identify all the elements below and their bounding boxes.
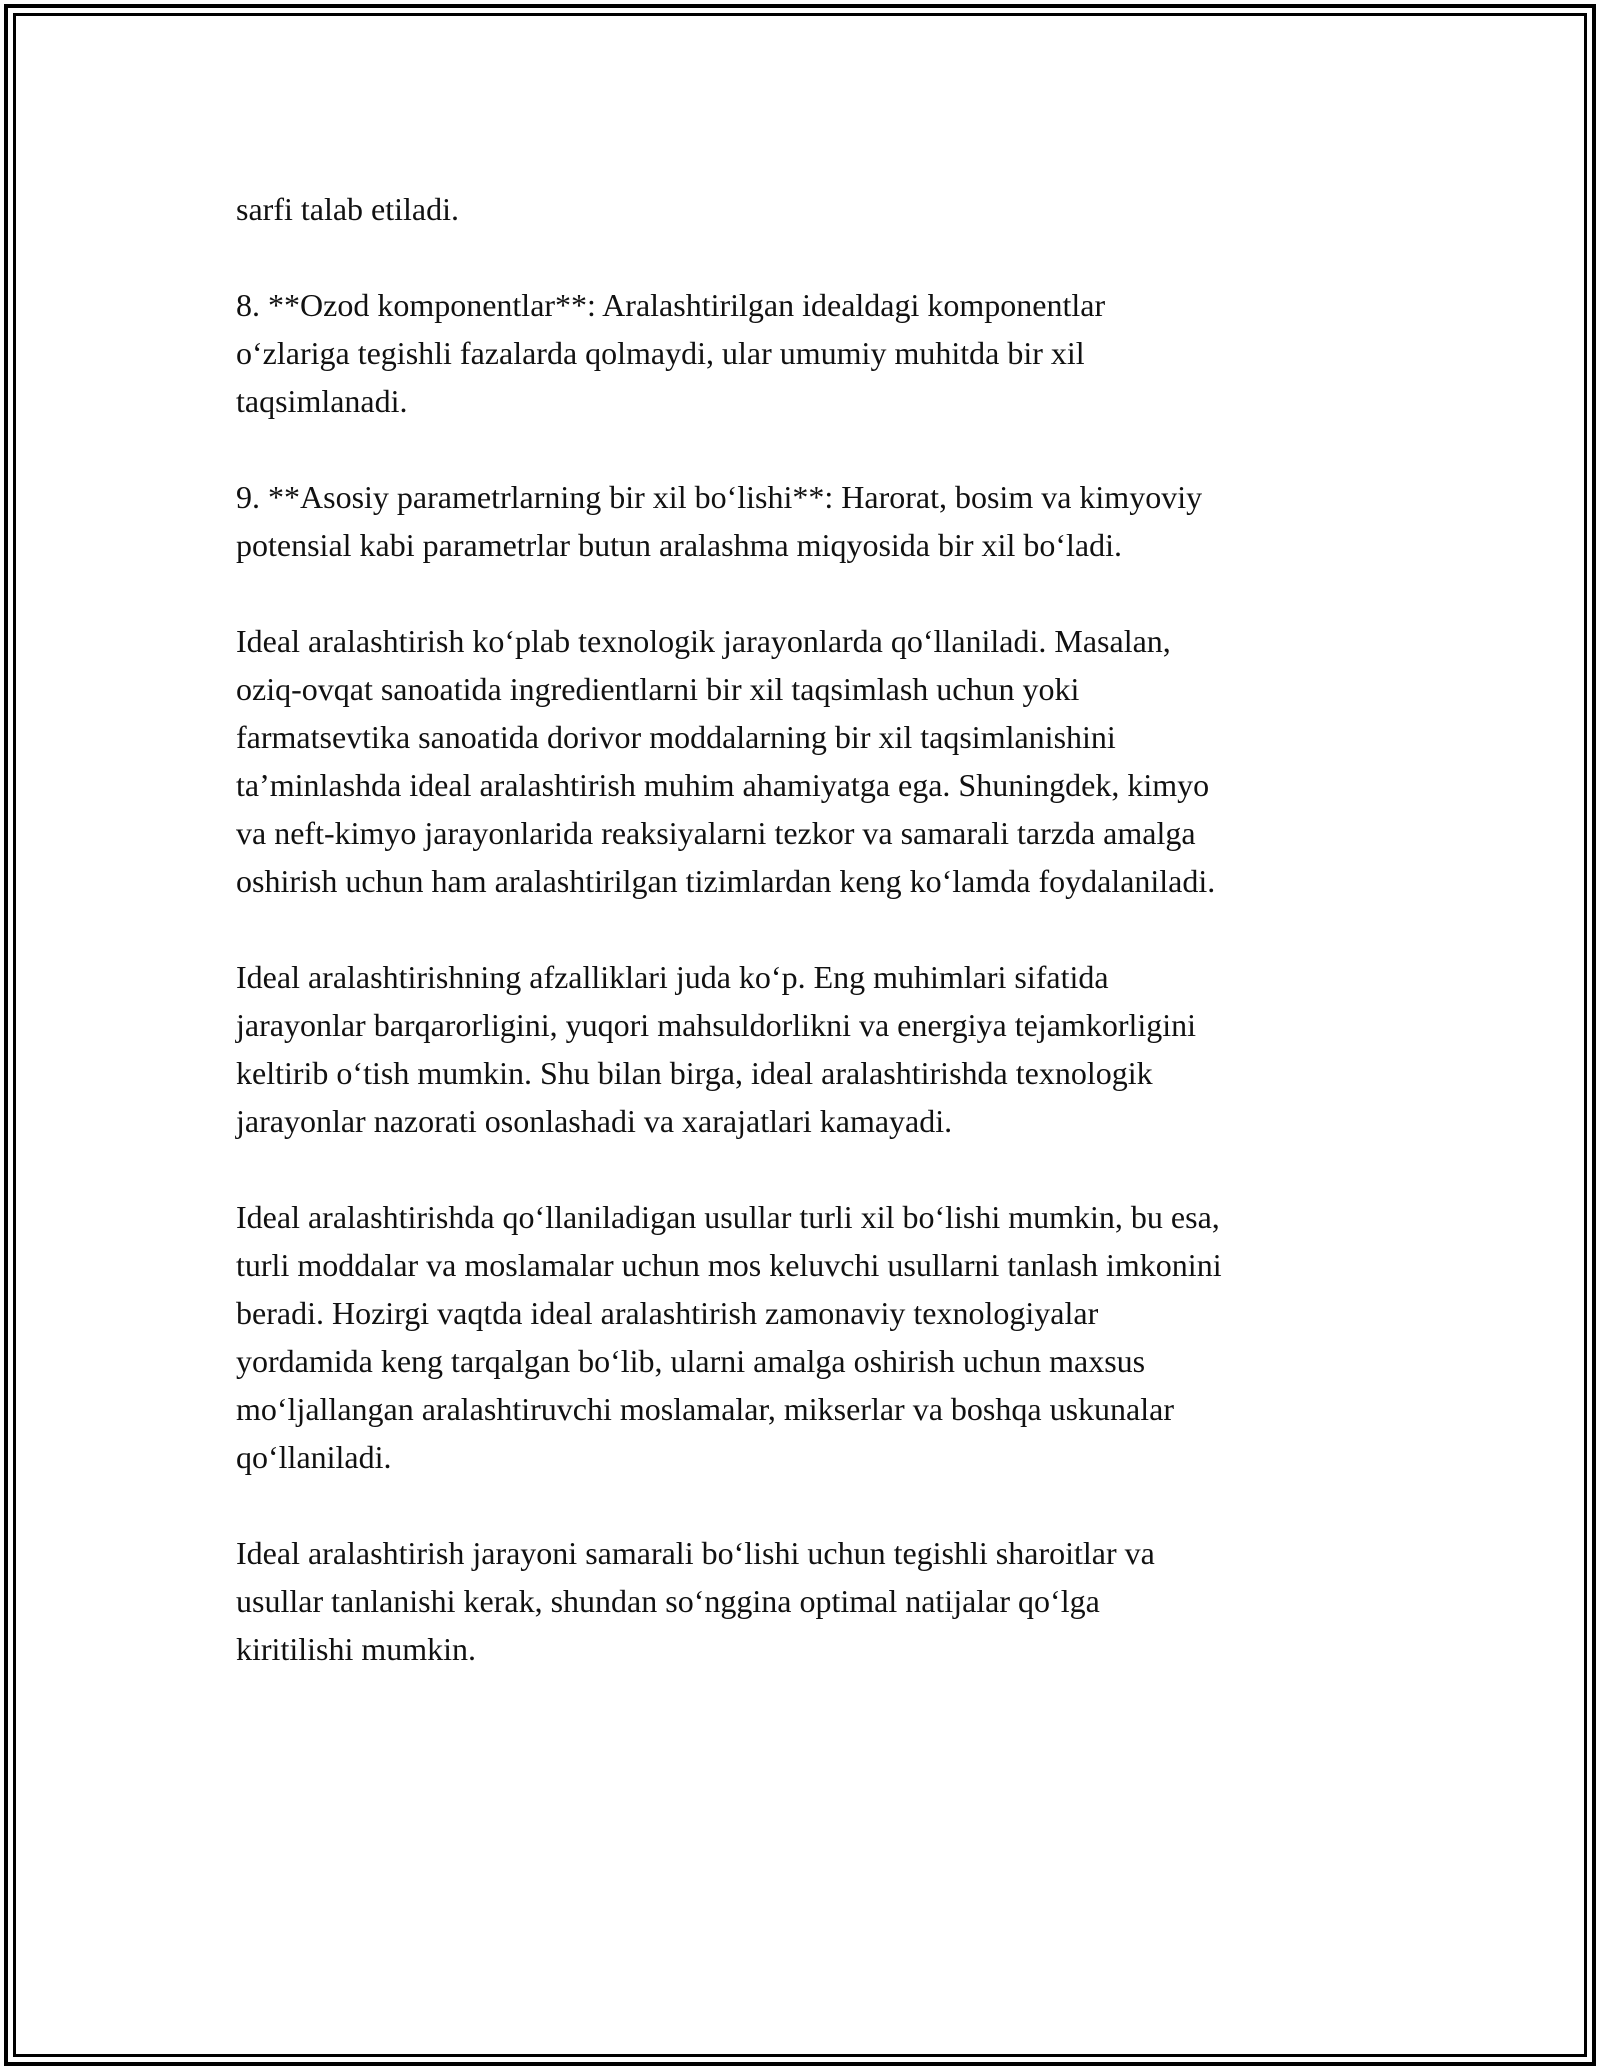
paragraph-continuation: sarfi talab etiladi. (236, 191, 460, 227)
document-body (236, 185, 1376, 1673)
paragraph-applications: Ideal aralashtirish ko‘plab texnologik jarayonlarda qo‘llaniladi. Masalan, oziq-ovqat sanoatida ingredientlarni bir xil taqsimlash uchun yoki farmatsevtika sanoatida dorivor moddalarning bir xil taqsimlanishini ta’minlashda ideal aralashtirish muhim ahamiyatga ega. Shuningdek, kimyo va neft-kimyo jarayonlarida reaksiyalarni tezkor va samarali tarzda amalga oshirish uchun ham aralashtirilgan tizimlardan keng ko‘lamda foydalaniladi. (236, 623, 1216, 899)
list-item-8: 8. **Ozod komponentlar**: Aralashtirilgan idealdagi komponentlar o‘zlariga tegishli fazalarda qolmaydi, ular umumiy muhitda bir xil taqsimlanadi. (236, 287, 1106, 419)
paragraph-methods: Ideal aralashtirishda qo‘llaniladigan usullar turli xil bo‘lishi mumkin, bu esa, turli moddalar va moslamalar uchun mos keluvchi usullarni tanlash imkonini beradi. Hozirgi vaqtda ideal aralashtirish zamonaviy texnologiyalar yordamida keng tarqalgan bo‘lib, ularni amalga oshirish uchun maxsus mo‘ljallangan aralashtiruvchi moslamalar, mikserlar va boshqa uskunalar qo‘llaniladi. (236, 1199, 1222, 1475)
paragraph-conclusion: Ideal aralashtirish jarayoni samarali bo‘lishi uchun tegishli sharoitlar va usullar tanlanishi kerak, shundan so‘nggina optimal natijalar qo‘lga kiritilishi mumkin. (236, 1535, 1155, 1667)
list-item-9: 9. **Asosiy parametrlarning bir xil bo‘lishi**: Harorat, bosim va kimyoviy potensial kabi parametrlar butun aralashma miqyosida bir xil bo‘ladi. (236, 479, 1203, 563)
paragraph-advantages: Ideal aralashtirishning afzalliklari juda ko‘p. Eng muhimlari sifatida jarayonlar barqarorligini, yuqori mahsuldorlikni va energiya tejamkorligini keltirib o‘tish mumkin. Shu bilan birga, ideal aralashtirishda texnologik jarayonlar nazorati osonlashadi va xarajatlari kamayadi. (236, 959, 1197, 1139)
